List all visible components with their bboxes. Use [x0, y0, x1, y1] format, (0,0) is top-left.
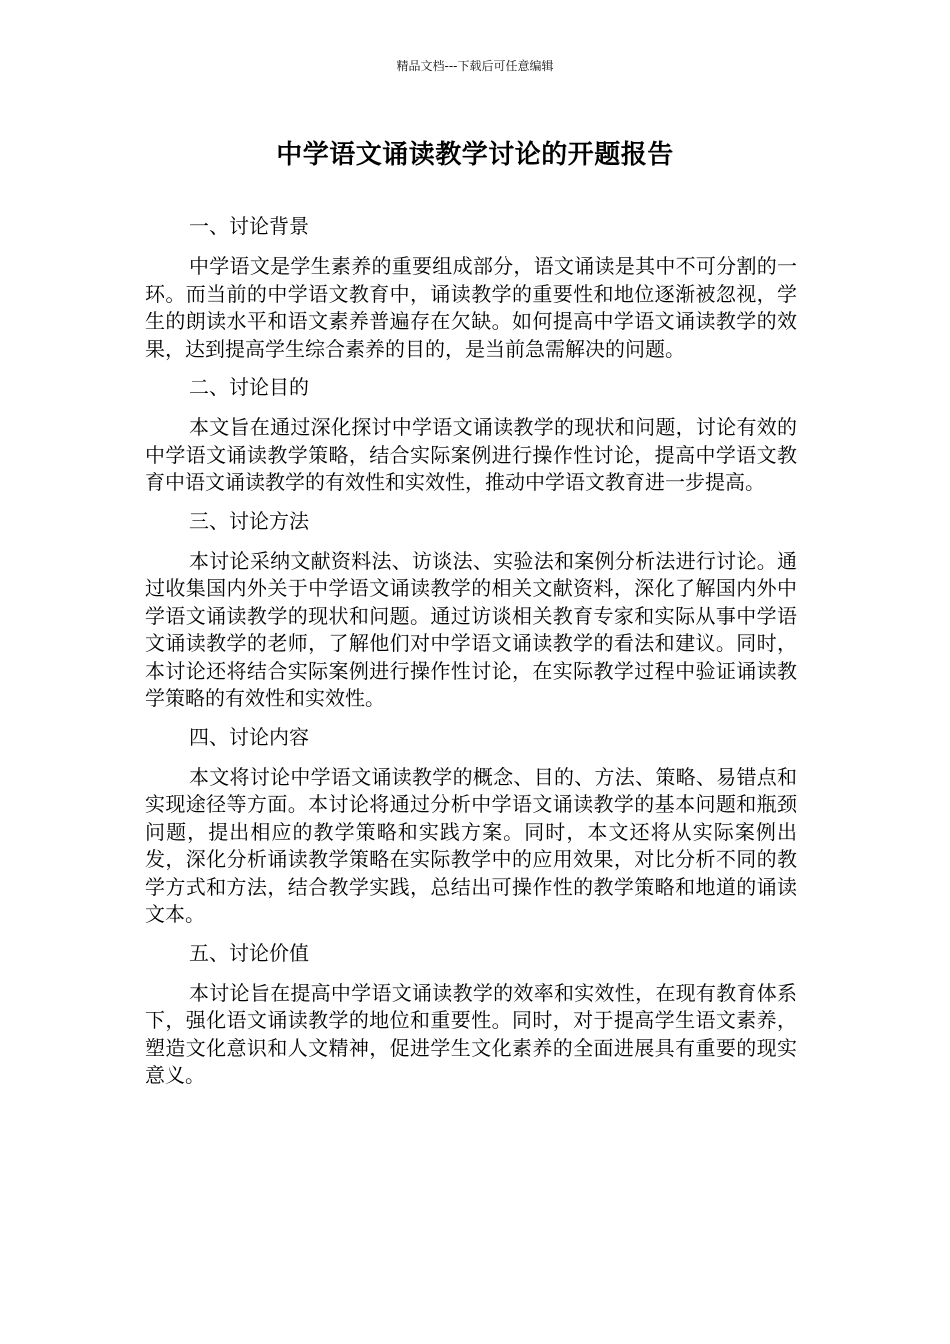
- section-heading: 二、讨论目的: [189, 375, 309, 399]
- section-paragraph: 本文将讨论中学语文诵读教学的概念、目的、方法、策略、易错点和实现途径等方面。本讨论将通过分析中学语文诵读教学的基本问题和瓶颈问题，提出相应的教学策略和实践方案。同时，本文还将从实际案例出发，深化分析诵读教学策略在实际教学中的应用效果，对比分析不同的教学方式和方法，结合教学实践，总结出可操作性的教学策略和地道的诵读文本。: [145, 764, 797, 926]
- section-paragraph: 本讨论采纳文献资料法、访谈法、实验法和案例分析法进行讨论。通过收集国内外关于中学语文诵读教学的相关文献资料，深化了解国内外中学语文诵读教学的现状和问题。通过访谈相关教育专家和实际从事中学语文诵读教学的老师，了解他们对中学语文诵读教学的看法和建议。同时，本讨论还将结合实际案例进行操作性讨论，在实际教学过程中验证诵读教学策略的有效性和实效性。: [145, 548, 797, 710]
- section-paragraph: 中学语文是学生素养的重要组成部分，语文诵读是其中不可分割的一环。而当前的中学语文教育中，诵读教学的重要性和地位逐渐被忽视，学生的朗读水平和语文素养普遍存在欠缺。如何提高中学语文诵读教学的效果，达到提高学生综合素养的目的，是当前急需解决的问题。: [145, 254, 797, 361]
- section-heading: 一、讨论背景: [189, 214, 309, 238]
- document-title: 中学语文诵读教学讨论的开题报告: [276, 140, 674, 170]
- section-heading: 三、讨论方法: [189, 508, 309, 533]
- section-method: [145, 507, 797, 713]
- section-value: [145, 939, 797, 1090]
- section-paragraph: 本文旨在通过深化探讨中学语文诵读教学的现状和问题，讨论有效的中学语文诵读教学策略，结合实际案例进行操作性讨论，提高中学语文教育中语文诵读教学的有效性和实效性，推动中学语文教育进一步提高。: [145, 415, 797, 494]
- document-body: [145, 212, 797, 1100]
- section-purpose: [145, 373, 797, 497]
- section-heading: 四、讨论内容: [189, 724, 309, 749]
- section-heading: 五、讨论价值: [189, 940, 309, 965]
- section-content: [145, 723, 797, 929]
- page-header: 精品文档---下载后可任意编辑: [396, 59, 554, 73]
- section-background: [145, 212, 797, 363]
- section-paragraph: 本讨论旨在提高中学语文诵读教学的效率和实效性，在现有教育体系下，强化语文诵读教学的地位和重要性。同时，对于提高学生语文素养，塑造文化意识和人文精神，促进学生文化素养的全面进展具有重要的现实意义。: [145, 980, 797, 1087]
